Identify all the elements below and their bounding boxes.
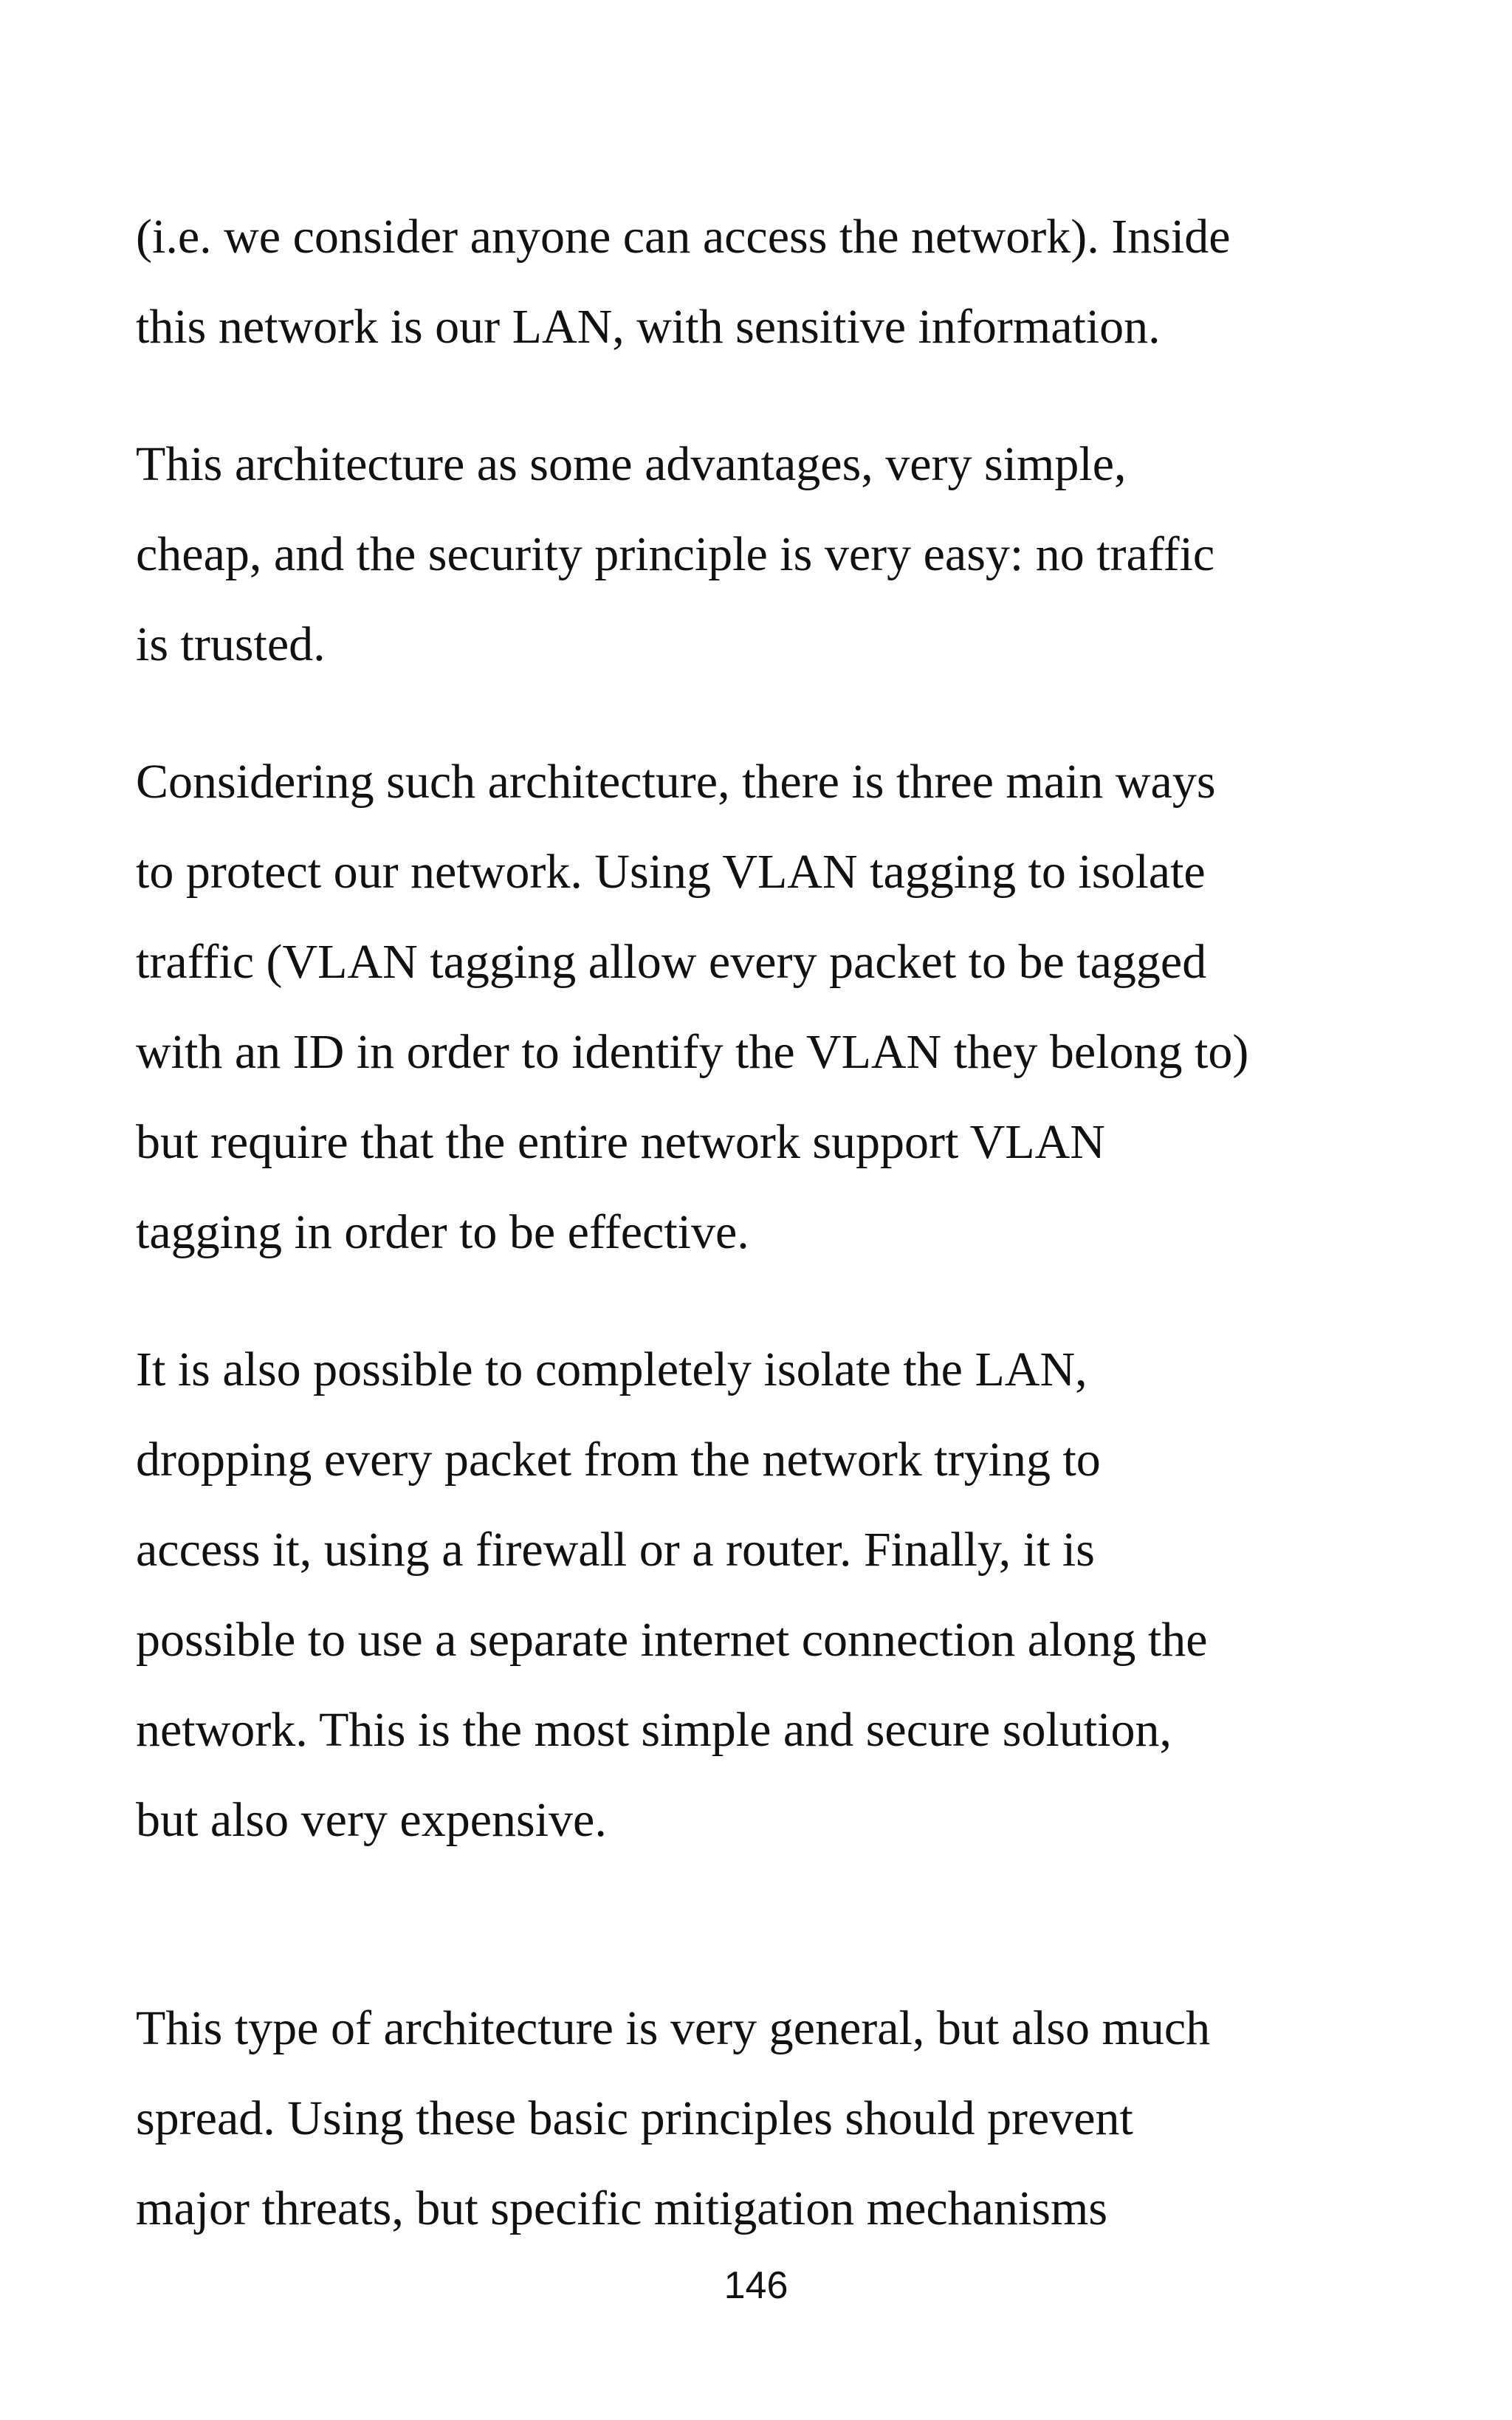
page-number: 146 xyxy=(724,2264,788,2307)
text-line: This type of architecture is very general, but also much xyxy=(136,2001,1211,2055)
text-line: to protect our network. Using VLAN tagging to isolate xyxy=(136,845,1206,899)
text-line: spread. Using these basic principles should prevent xyxy=(136,2091,1133,2145)
text-line: possible to use a separate internet connection along the xyxy=(136,1613,1208,1667)
text-line: with an ID in order to identify the VLAN they belong to) xyxy=(136,1025,1249,1079)
paragraph-2 xyxy=(136,419,1391,690)
paragraph-spacer xyxy=(136,1278,1391,1325)
text-line: dropping every packet from the network trying to xyxy=(136,1433,1101,1487)
text-line: network. This is the most simple and secure solution, xyxy=(136,1703,1172,1757)
paragraph-spacer xyxy=(136,690,1391,737)
text-line: major threats, but specific mitigation mechanisms xyxy=(136,2181,1108,2235)
paragraph-4 xyxy=(136,1325,1391,1865)
text-line: This architecture as some advantages, very simple, xyxy=(136,437,1127,491)
text-line: is trusted. xyxy=(136,617,326,671)
paragraph-spacer xyxy=(136,1865,1391,1984)
text-line: traffic (VLAN tagging allow every packet to be tagged xyxy=(136,935,1207,989)
text-line: Considering such architecture, there is three main ways xyxy=(136,755,1216,809)
text-line: (i.e. we consider anyone can access the network). Inside xyxy=(136,210,1231,264)
text-line: this network is our LAN, with sensitive information. xyxy=(136,300,1161,354)
paragraph-3 xyxy=(136,737,1391,1278)
body-text xyxy=(136,192,1391,2254)
text-line: tagging in order to be effective. xyxy=(136,1205,749,1259)
paragraph-5 xyxy=(136,1984,1391,2254)
text-line: access it, using a firewall or a router. Finally, it is xyxy=(136,1523,1095,1577)
text-line: but require that the entire network support VLAN xyxy=(136,1115,1105,1169)
paragraph-spacer xyxy=(136,372,1391,419)
text-line: It is also possible to completely isolate the LAN, xyxy=(136,1343,1087,1396)
text-line: but also very expensive. xyxy=(136,1793,607,1847)
paragraph-1 xyxy=(136,192,1391,372)
text-line: cheap, and the security principle is very easy: no traffic xyxy=(136,527,1215,581)
